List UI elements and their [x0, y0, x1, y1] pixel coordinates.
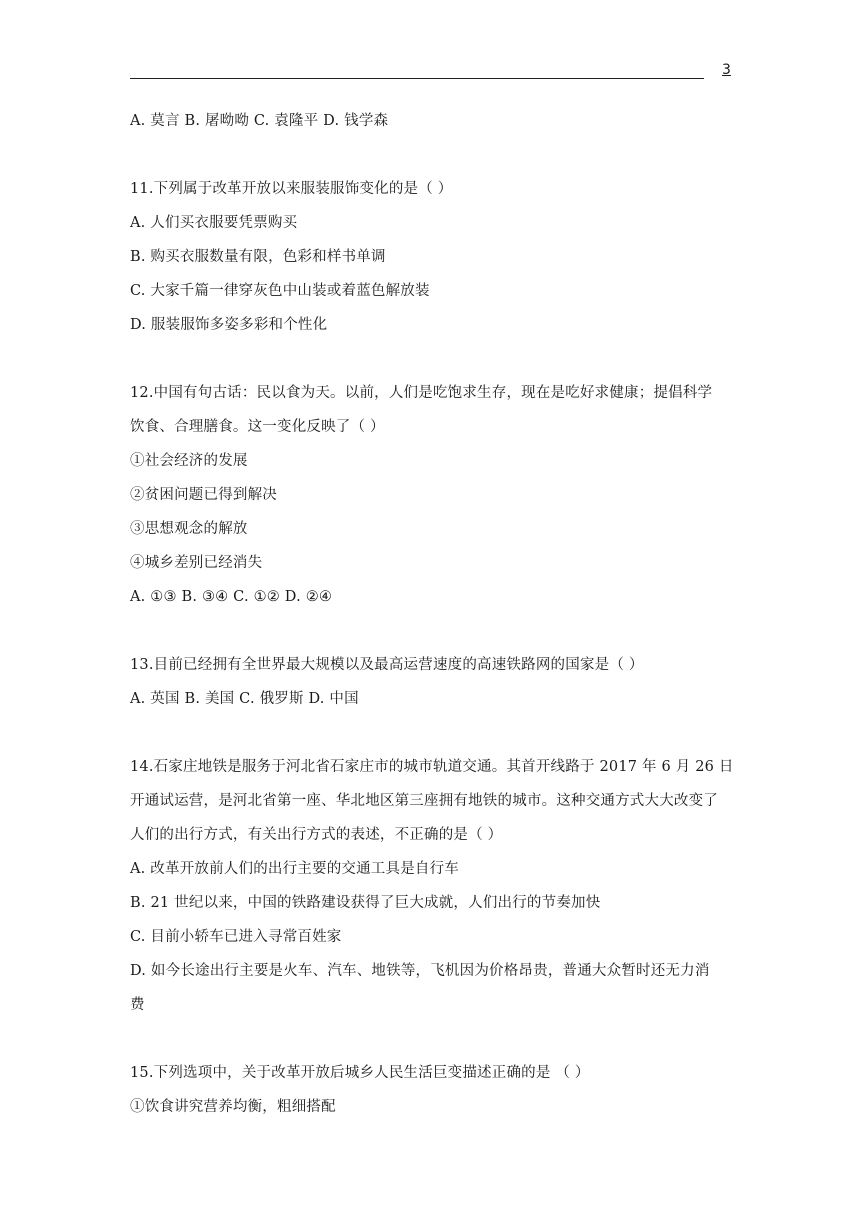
q14-stem-line2: 开通试运营，是河北省第一座、华北地区第三座拥有地铁的城市。这种交通方式大大改变了 — [130, 793, 718, 809]
q14-option-b: B. 21 世纪以来，中国的铁路建设获得了巨大成就，人们出行的节奏加快 — [130, 895, 601, 911]
q14-option-d: D. 如今长途出行主要是火车、汽车、地铁等，飞机因为价格昂贵，普通大众暂时还无力消 — [130, 963, 710, 979]
q12-item-1: ①社会经济的发展 — [130, 453, 248, 469]
q10-options: A. 莫言 B. 屠呦呦 C. 袁隆平 D. 钱学森 — [130, 113, 389, 129]
q11-option-d: D. 服装服饰多姿多彩和个性化 — [130, 317, 328, 333]
q13-options: A. 英国 B. 美国 C. 俄罗斯 D. 中国 — [130, 691, 359, 707]
q12-item-3: ③思想观念的解放 — [130, 521, 248, 537]
page-number: 3 — [722, 62, 731, 78]
header-rule — [130, 78, 704, 79]
q14-option-a: A. 改革开放前人们的出行主要的交通工具是自行车 — [130, 861, 459, 877]
q12-stem-line1: 12.中国有句古话：民以食为天。以前，人们是吃饱求生存，现在是吃好求健康；提倡科学 — [130, 385, 713, 401]
q13-stem: 13.目前已经拥有全世界最大规模以及最高运营速度的高速铁路网的国家是（ ） — [130, 657, 644, 673]
q12-options: A. ①③ B. ③④ C. ①② D. ②④ — [130, 589, 333, 605]
q14-option-d-cont: 费 — [130, 997, 145, 1013]
q11-stem: 11.下列属于改革开放以来服装服饰变化的是（ ） — [130, 181, 453, 197]
q14-option-c: C. 目前小轿车已进入寻常百姓家 — [130, 929, 342, 945]
q15-item-1: ①饮食讲究营养均衡，粗细搭配 — [130, 1099, 336, 1115]
q14-stem-line3: 人们的出行方式，有关出行方式的表述，不正确的是（ ） — [130, 827, 503, 843]
q14-stem-line1: 14.石家庄地铁是服务于河北省石家庄市的城市轨道交通。其首开线路于 2017 年 6 月 26 日 — [130, 759, 734, 775]
q11-option-b: B. 购买衣服数量有限，色彩和样书单调 — [130, 249, 386, 265]
q12-item-2: ②贫困问题已得到解决 — [130, 487, 277, 503]
q11-option-a: A. 人们买衣服要凭票购买 — [130, 215, 298, 231]
q12-item-4: ④城乡差别已经消失 — [130, 555, 263, 571]
q11-option-c: C. 大家千篇一律穿灰色中山装或着蓝色解放装 — [130, 283, 430, 299]
q15-stem: 15.下列选项中，关于改革开放后城乡人民生活巨变描述正确的是 （ ） — [130, 1065, 590, 1081]
q12-stem-line2: 饮食、合理膳食。这一变化反映了（ ） — [130, 419, 385, 435]
